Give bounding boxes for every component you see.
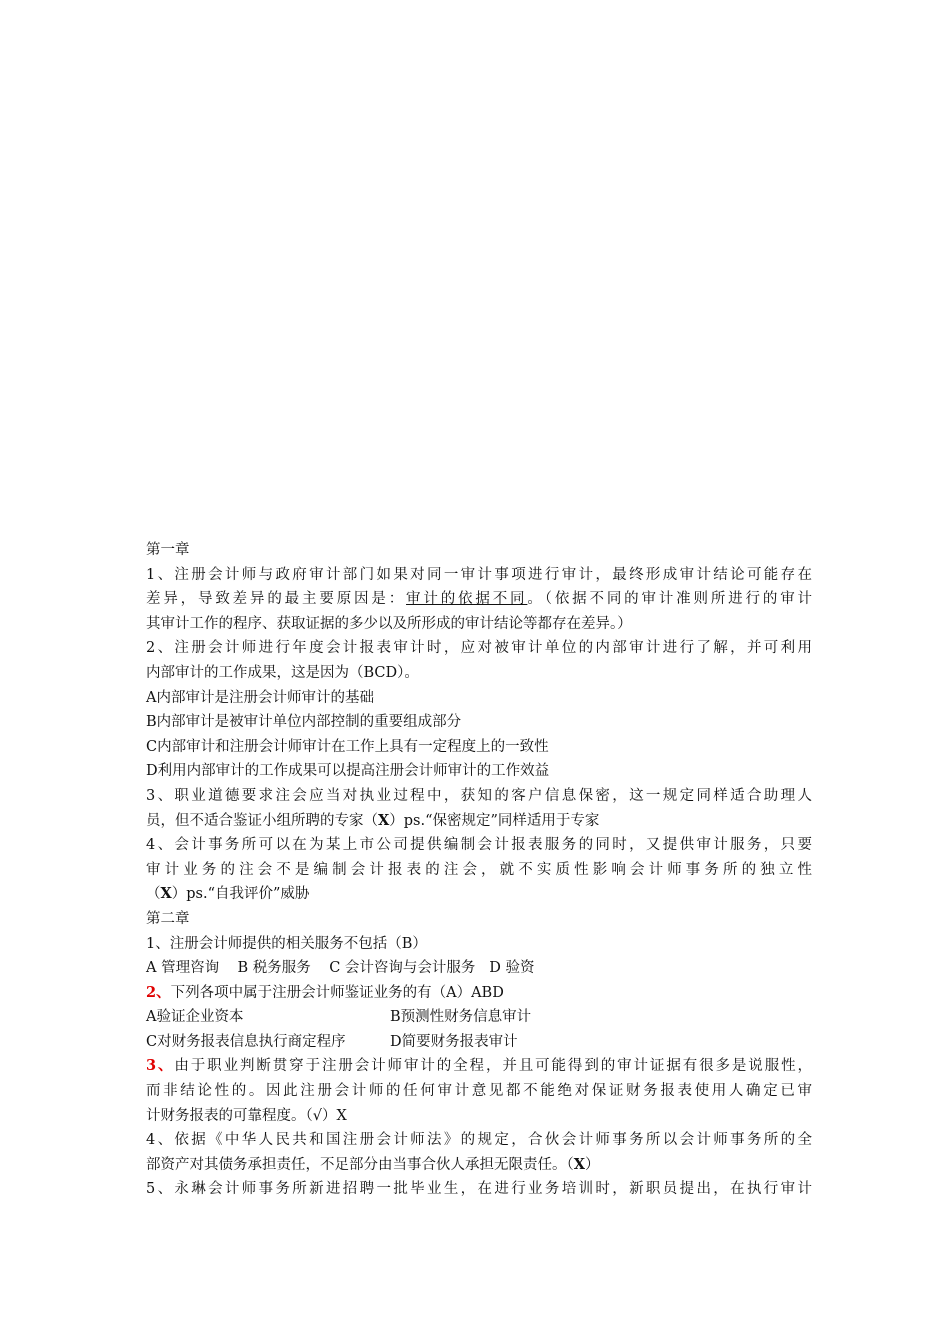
- ch1-q4-line2: 审计业务的注会不是编制会计报表的注会，就不实质性影响会计师事务所的独立性: [146, 861, 812, 878]
- ch1-q4-note: ）ps.“自我评价”威胁: [171, 886, 310, 903]
- ch2-q4-text: 部资产对其债务承担责任，不足部分由当事合伙人承担无限责任。（: [146, 1156, 574, 1173]
- ch2-q4-line1: 4、依据《中华人民共和国注册会计师法》的规定，合伙会计师事务所以会计师事务所的全: [146, 1132, 812, 1149]
- ch2-q3-line2: 而非结论性的。因此注册会计师的任何审计意见都不能绝对保证财务报表使用人确定已审: [146, 1083, 812, 1100]
- ch2-q2-option-c: C对财务报表信息执行商定程序: [146, 1033, 346, 1050]
- ch1-q3-line2: [146, 809, 812, 834]
- ch2-q4-answer: X: [573, 1155, 586, 1173]
- ch2-q2-option-a: A验证企业资本: [146, 1009, 244, 1026]
- ch1-q1-line3: 其审计工作的程序、获取证据的多少以及所形成的审计结论等都存在差异。）: [146, 615, 632, 632]
- document-body: [146, 538, 812, 1202]
- ch1-q1-text: 差异，导致差异的最主要原因是：: [146, 591, 407, 608]
- ch1-q4-line3: [146, 882, 812, 907]
- ch2-q2-options-row1: [146, 1005, 812, 1030]
- ch2-q3-line3: 计财务报表的可靠程度。（√）X: [146, 1107, 347, 1124]
- ch1-q4-line1: 4、会计事务所可以在为某上市公司提供编制会计报表服务的同时，又提供审计服务，只要: [146, 837, 812, 854]
- ch2-q4-line2: [146, 1153, 812, 1178]
- ch2-q3-number: 3、: [146, 1057, 175, 1075]
- ch2-q2-number: 2、: [146, 983, 171, 1001]
- ch1-q1-answer: 审计的依据不同: [406, 591, 528, 608]
- ch1-q3-answer: X: [378, 811, 390, 829]
- ch1-q1-explanation: 。（依据不同的审计准则所进行的审计: [527, 591, 813, 608]
- ch1-q2-line1: 2、注册会计师进行年度会计报表审计时，应对被审计单位的内部审计进行了解，并可利用: [146, 640, 812, 657]
- ch2-q2-options-row2: [146, 1030, 812, 1055]
- ch1-q1-line2: [146, 587, 812, 612]
- chapter-2-heading: 第二章: [146, 910, 190, 927]
- ch1-q3-line1: 3、职业道德要求注会应当对执业过程中，获知的客户信息保密，这一规定同样适合助理人: [146, 787, 812, 804]
- ch1-q2-option-d: D利用内部审计的工作成果可以提高注册会计师审计的工作效益: [146, 763, 550, 780]
- ch1-q1-line1: 1、注册会计师与政府审计部门如果对同一审计事项进行审计，最终形成审计结论可能存在: [146, 566, 812, 583]
- ch2-q2-option-d: D简要财务报表审计: [390, 1033, 518, 1050]
- ch1-q2-line2: 内部审计的工作成果，这是因为（BCD）。: [146, 664, 419, 681]
- ch2-q2-option-b: B预测性财务信息审计: [390, 1009, 532, 1026]
- ch2-q2-text: 下列各项中属于注册会计师鉴证业务的有（A）ABD: [170, 984, 504, 1001]
- ch1-q2-option-b: B内部审计是被审计单位内部控制的重要组成部分: [146, 714, 462, 731]
- ch1-q3-note: ）ps.“保密规定”同样适用于专家: [389, 812, 600, 829]
- ch2-q3-line1: [146, 1054, 812, 1079]
- ch1-q4-answer: X: [160, 885, 172, 903]
- ch2-q1-line1: 1、注册会计师提供的相关服务不包括（B）: [146, 935, 427, 952]
- ch2-q5-line1: 5、永琳会计师事务所新进招聘一批毕业生，在进行业务培训时，新职员提出，在执行审计: [146, 1181, 812, 1198]
- ch2-q2-line1: [146, 981, 812, 1006]
- ch2-q1-options: A 管理咨询 B 税务服务 C 会计咨询与会计服务 D 验资: [146, 960, 535, 977]
- ch1-q4-open: （: [146, 886, 161, 903]
- ch1-q2-option-a: A内部审计是注册会计师审计的基础: [146, 689, 374, 706]
- ch2-q3-text: 由于职业判断贯穿于注册会计师审计的全程，并且可能得到的审计证据有很多是说服性，: [174, 1058, 812, 1075]
- ch1-q2-option-c: C内部审计和注册会计师审计在工作上具有一定程度上的一致性: [146, 738, 549, 755]
- ch1-q3-text: 员，但不适合鉴证小组所聘的专家（: [146, 812, 378, 829]
- ch2-q4-close: ）: [585, 1156, 600, 1173]
- chapter-1-heading: 第一章: [146, 542, 190, 558]
